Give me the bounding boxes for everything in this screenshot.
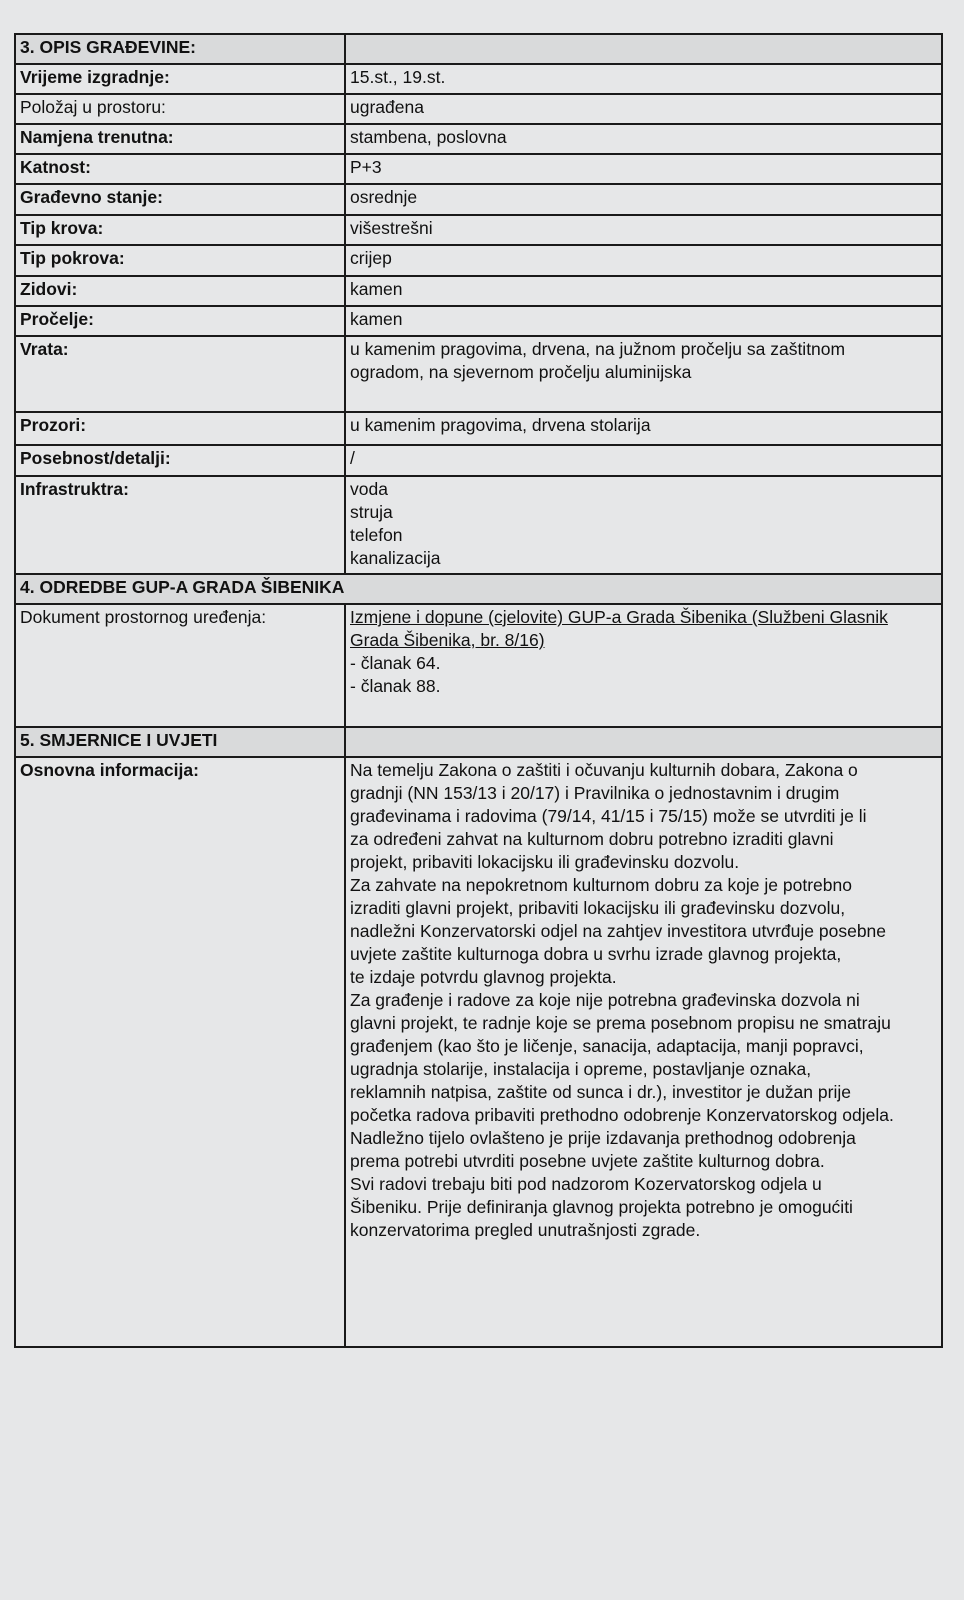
row-vrijeme-izgradnje — [15, 64, 942, 94]
row-value: višestrešni — [345, 215, 942, 245]
infra-item: struja — [350, 502, 393, 522]
info-line: glavni projekt, te radnje koje se prema posebnom propisu ne smatraju — [350, 1013, 891, 1033]
row-zidovi — [15, 276, 942, 306]
row-value: kamen — [345, 306, 942, 336]
row-label: Katnost: — [15, 154, 345, 184]
section5-heading: 5. SMJERNICE I UVJETI — [15, 727, 345, 757]
info-line: prema potrebi utvrditi posebne uvjete zaštite kulturnog dobra. — [350, 1151, 825, 1171]
row-label: Infrastruktra: — [15, 476, 345, 574]
info-line: Za građenje i radove za koje nije potrebna građevinska dozvola ni — [350, 990, 860, 1010]
row-dokument — [15, 604, 942, 727]
row-value — [345, 476, 942, 574]
row-polozaj — [15, 94, 942, 124]
info-line: Svi radovi trebaju biti pod nadzorom Kozervatorskog odjela u — [350, 1174, 822, 1194]
document-link[interactable]: Izmjene i dopune (cjelovite) GUP-a Grada Šibenika (Službeni Glasnik — [350, 607, 888, 627]
row-value: stambena, poslovna — [345, 124, 942, 154]
info-line: te izdaje potvrdu glavnog projekta. — [350, 967, 617, 987]
section3-heading: 3. OPIS GRAĐEVINE: — [15, 34, 345, 64]
row-procelje — [15, 306, 942, 336]
info-line: građevinama i radovima (79/14, 41/15 i 75/15) može se utvrditi je li — [350, 806, 867, 826]
row-label: Položaj u prostoru: — [15, 94, 345, 124]
row-gradevno-stanje — [15, 184, 942, 215]
row-posebnost — [15, 445, 942, 476]
section3-header-row — [15, 34, 942, 64]
row-label: Osnovna informacija: — [15, 757, 345, 1347]
info-line: Za zahvate na nepokretnom kulturnom dobru za koje je potrebno — [350, 875, 852, 895]
row-infrastruktra — [15, 476, 942, 574]
row-value: 15.st., 19.st. — [345, 64, 942, 94]
section5-header-row — [15, 727, 942, 757]
row-label: Tip krova: — [15, 215, 345, 245]
row-label: Vrijeme izgradnje: — [15, 64, 345, 94]
row-label: Prozori: — [15, 412, 345, 445]
row-value: osrednje — [345, 184, 942, 215]
info-line: za određeni zahvat na kulturnom dobru potrebno izraditi glavni — [350, 829, 834, 849]
row-label: Zidovi: — [15, 276, 345, 306]
info-line: izraditi glavni projekt, pribaviti lokacijsku ili građevinsku dozvolu, — [350, 898, 846, 918]
info-line: Šibeniku. Prije definiranja glavnog projekta potrebno je omogućiti — [350, 1197, 853, 1217]
section5-heading-blank — [345, 727, 942, 757]
row-value: u kamenim pragovima, drvena stolarija — [345, 412, 942, 445]
row-tip-pokrova — [15, 245, 942, 276]
info-line: gradnji (NN 153/13 i 20/17) i Pravilnika o jednostavnim i drugim — [350, 783, 840, 803]
info-line: ugradnja stolarije, instalacija i opreme, postavljanje oznaka, — [350, 1059, 812, 1079]
row-vrata — [15, 336, 942, 412]
row-value: crijep — [345, 245, 942, 276]
info-line: početka radova pribaviti prethodno odobrenje Konzervatorskog odjela. — [350, 1105, 894, 1125]
info-line: građenjem (kao što je ličenje, sanacija, adaptacija, manji popravci, — [350, 1036, 864, 1056]
info-line: projekt, pribaviti lokacijsku ili građevinsku dozvolu. — [350, 852, 740, 872]
row-label: Dokument prostornog uređenja: — [15, 604, 345, 727]
info-line: Na temelju Zakona o zaštiti i očuvanju kulturnih dobara, Zakona o — [350, 760, 858, 780]
row-value: kamen — [345, 276, 942, 306]
building-info-table — [14, 33, 943, 1348]
info-line: Nadležno tijelo ovlašteno je prije izdavanja prethodnog odobrenja — [350, 1128, 856, 1148]
article-item: - članak 88. — [350, 676, 441, 696]
row-value — [345, 604, 942, 727]
row-value: / — [345, 445, 942, 476]
section4-header-row — [15, 574, 942, 604]
row-label: Pročelje: — [15, 306, 345, 336]
info-line: reklamnih natpisa, zaštite od sunca i dr.), investitor je dužan prije — [350, 1082, 851, 1102]
row-label: Građevno stanje: — [15, 184, 345, 215]
value-line: u kamenim pragovima, drvena, na južnom pročelju sa zaštitnom — [350, 339, 846, 359]
row-label: Namjena trenutna: — [15, 124, 345, 154]
document-link[interactable]: Grada Šibenika, br. 8/16) — [350, 630, 545, 650]
infra-item: telefon — [350, 525, 403, 545]
row-value — [345, 336, 942, 412]
row-value: ugrađena — [345, 94, 942, 124]
infra-item: voda — [350, 479, 388, 499]
row-label: Vrata: — [15, 336, 345, 412]
section3-heading-blank — [345, 34, 942, 64]
row-tip-krova — [15, 215, 942, 245]
row-prozori — [15, 412, 942, 445]
section4-heading: 4. ODREDBE GUP-A GRADA ŠIBENIKA — [15, 574, 942, 604]
row-namjena — [15, 124, 942, 154]
row-value: P+3 — [345, 154, 942, 184]
info-line: uvjete zaštite kulturnoga dobra u svrhu izrade glavnog projekta, — [350, 944, 842, 964]
article-item: - članak 64. — [350, 653, 441, 673]
info-text — [345, 757, 942, 1347]
row-katnost — [15, 154, 942, 184]
info-line: konzervatorima pregled unutrašnjosti zgrade. — [350, 1220, 701, 1240]
infra-item: kanalizacija — [350, 548, 441, 568]
value-line: ogradom, na sjevernom pročelju aluminijska — [350, 362, 692, 382]
row-osnovna-informacija — [15, 757, 942, 1347]
row-label: Tip pokrova: — [15, 245, 345, 276]
info-line: nadležni Konzervatorski odjel na zahtjev investitora utvrđuje posebne — [350, 921, 887, 941]
row-label: Posebnost/detalji: — [15, 445, 345, 476]
